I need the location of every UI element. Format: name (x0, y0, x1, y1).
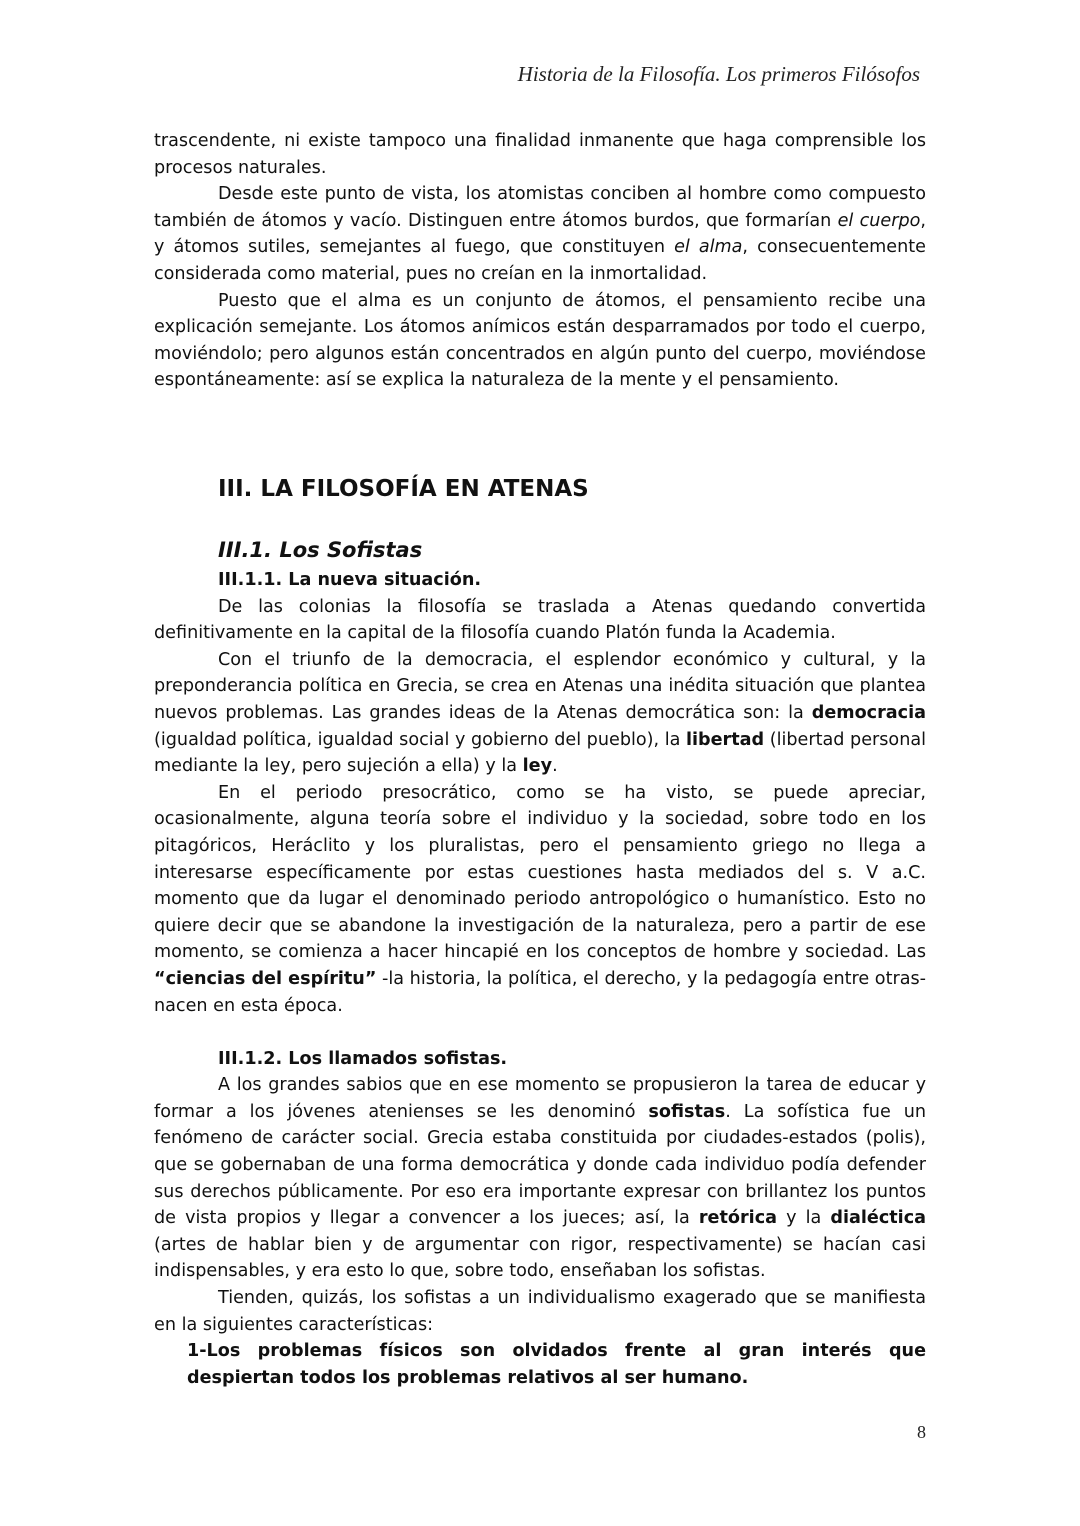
paragraph-text: trascendente, ni existe tampoco una finalidad inmanente que haga comprensible los procesos naturales. (154, 131, 926, 178)
paragraph (154, 128, 926, 181)
emphasis-text: el alma (674, 237, 743, 258)
paragraph-text: (igualdad política, igualdad social y gobierno del pueblo), la (154, 729, 686, 750)
paragraph-text: En el periodo presocrático, como se ha visto, se puede apreciar, ocasionalmente, alguna teoría sobre el individuo y la sociedad, sobre todo en los pitagóricos, Heráclito y los pluralistas, pero el pensamiento griego no llega a interesarse específicamente por estas cuestiones hasta mediados del s. V a.C. momento que da lugar el denominado periodo antropológico o humanístico. Esto no quiere decir que se abandone la investigación de la naturaleza, pero a partir de ese momento, se comienza a hacer hincapié en los conceptos de hombre y sociedad. Las (154, 782, 926, 963)
section-body (154, 567, 926, 1391)
bold-term: dialéctica (830, 1208, 927, 1229)
paragraph-text: Desde este punto de vista, los atomistas conciben al hombre como compuesto también de átomos y vacío. Distinguen entre átomos burdos, que formarían (154, 184, 926, 231)
paragraph-text: Puesto que el alma es un conjunto de átomos, el pensamiento recibe una explicación semejante. Los átomos anímicos están desparramados por todo el cuerpo, moviéndolo; pero algunos están concentrados en algún punto del cuerpo, moviéndose espontáneamente: así se explica la naturaleza de la mente y el pensamiento. (154, 290, 926, 391)
intro-text (154, 128, 926, 394)
subsection-heading: III.1.2. Los llamados sofistas. (218, 1048, 508, 1069)
bold-term: ley (522, 756, 553, 777)
bold-term: sofistas (648, 1101, 726, 1122)
paragraph-text: De las colonias la filosofía se traslada a Atenas quedando convertida definitivamente en la capital de la filosofía cuando Platón funda la Academia. (154, 596, 926, 644)
emphasis-text: el cuerpo (837, 210, 921, 231)
subsection-title: III.1. Los Sofistas (218, 538, 423, 562)
paragraph-text: -la historia, la política, el derecho, y la pedagogía entre otras- nacen en esta época. (154, 968, 926, 1016)
paragraph (154, 780, 926, 1019)
bold-term: “ciencias del espíritu” (154, 968, 377, 989)
paragraph (154, 594, 926, 647)
spacer (154, 1019, 926, 1046)
paragraph-text: (artes de hablar bien y de argumentar con rigor, respectivamente) se hacían casi indispensables, y era esto lo que, sobre todo, enseñaban los sofistas. (154, 1234, 926, 1282)
running-header: Historia de la Filosofía. Los primeros Filósofos (517, 62, 920, 86)
paragraph-text: . (552, 756, 558, 777)
paragraph (154, 181, 926, 287)
subsection-heading: III.1.1. La nueva situación. (218, 570, 482, 590)
paragraph-text: y la (777, 1208, 831, 1229)
list-item: 1-Los problemas físicos son olvidados frente al gran interés que despiertan todos los problemas relativos al ser humano. (187, 1341, 926, 1388)
paragraph-text: , consecuentemente considerada como material, pues no creían en la inmortalidad. (154, 237, 927, 284)
page-number: 8 (917, 1422, 926, 1442)
paragraph-text: A los grandes sabios que en ese momento se propusieron la tarea de educar y formar a los jóvenes atenienses se les denominó (154, 1075, 926, 1122)
paragraph-text: (libertad personal mediante la ley, pero sujeción a ella) y la (154, 729, 927, 777)
paragraph (154, 1285, 926, 1338)
paragraph (154, 647, 926, 780)
paragraph-text: Con el triunfo de la democracia, el esplendor económico y cultural, y la preponderancia política en Grecia, se crea en Atenas una inédita situación que plantea nuevos problemas. Las grandes ideas de la Atenas democrática son: la (154, 649, 926, 723)
bold-term: retórica (698, 1208, 777, 1229)
paragraph-text: , y átomos sutiles, semejantes al fuego, que constituyen (154, 210, 926, 258)
bold-term: democracia (811, 702, 926, 723)
bold-term: libertad (685, 729, 765, 750)
paragraph-text: . La sofística fue un fenómeno de carácter social. Grecia estaba constituida por ciudades-estados (polis), que se gobernaban de una forma democrática y donde cada individuo podía defender sus derechos públicamente. Por eso era importante expresar con brillantez los puntos de vista propios y llegar a convencer a los jueces; así, la (154, 1101, 926, 1229)
section-title: III. LA FILOSOFÍA EN ATENAS (218, 476, 589, 502)
paragraph (154, 1072, 926, 1285)
paragraph (154, 288, 926, 394)
paragraph-text: Tienden, quizás, los sofistas a un individualismo exagerado que se manifiesta en la siguientes características: (154, 1288, 926, 1335)
